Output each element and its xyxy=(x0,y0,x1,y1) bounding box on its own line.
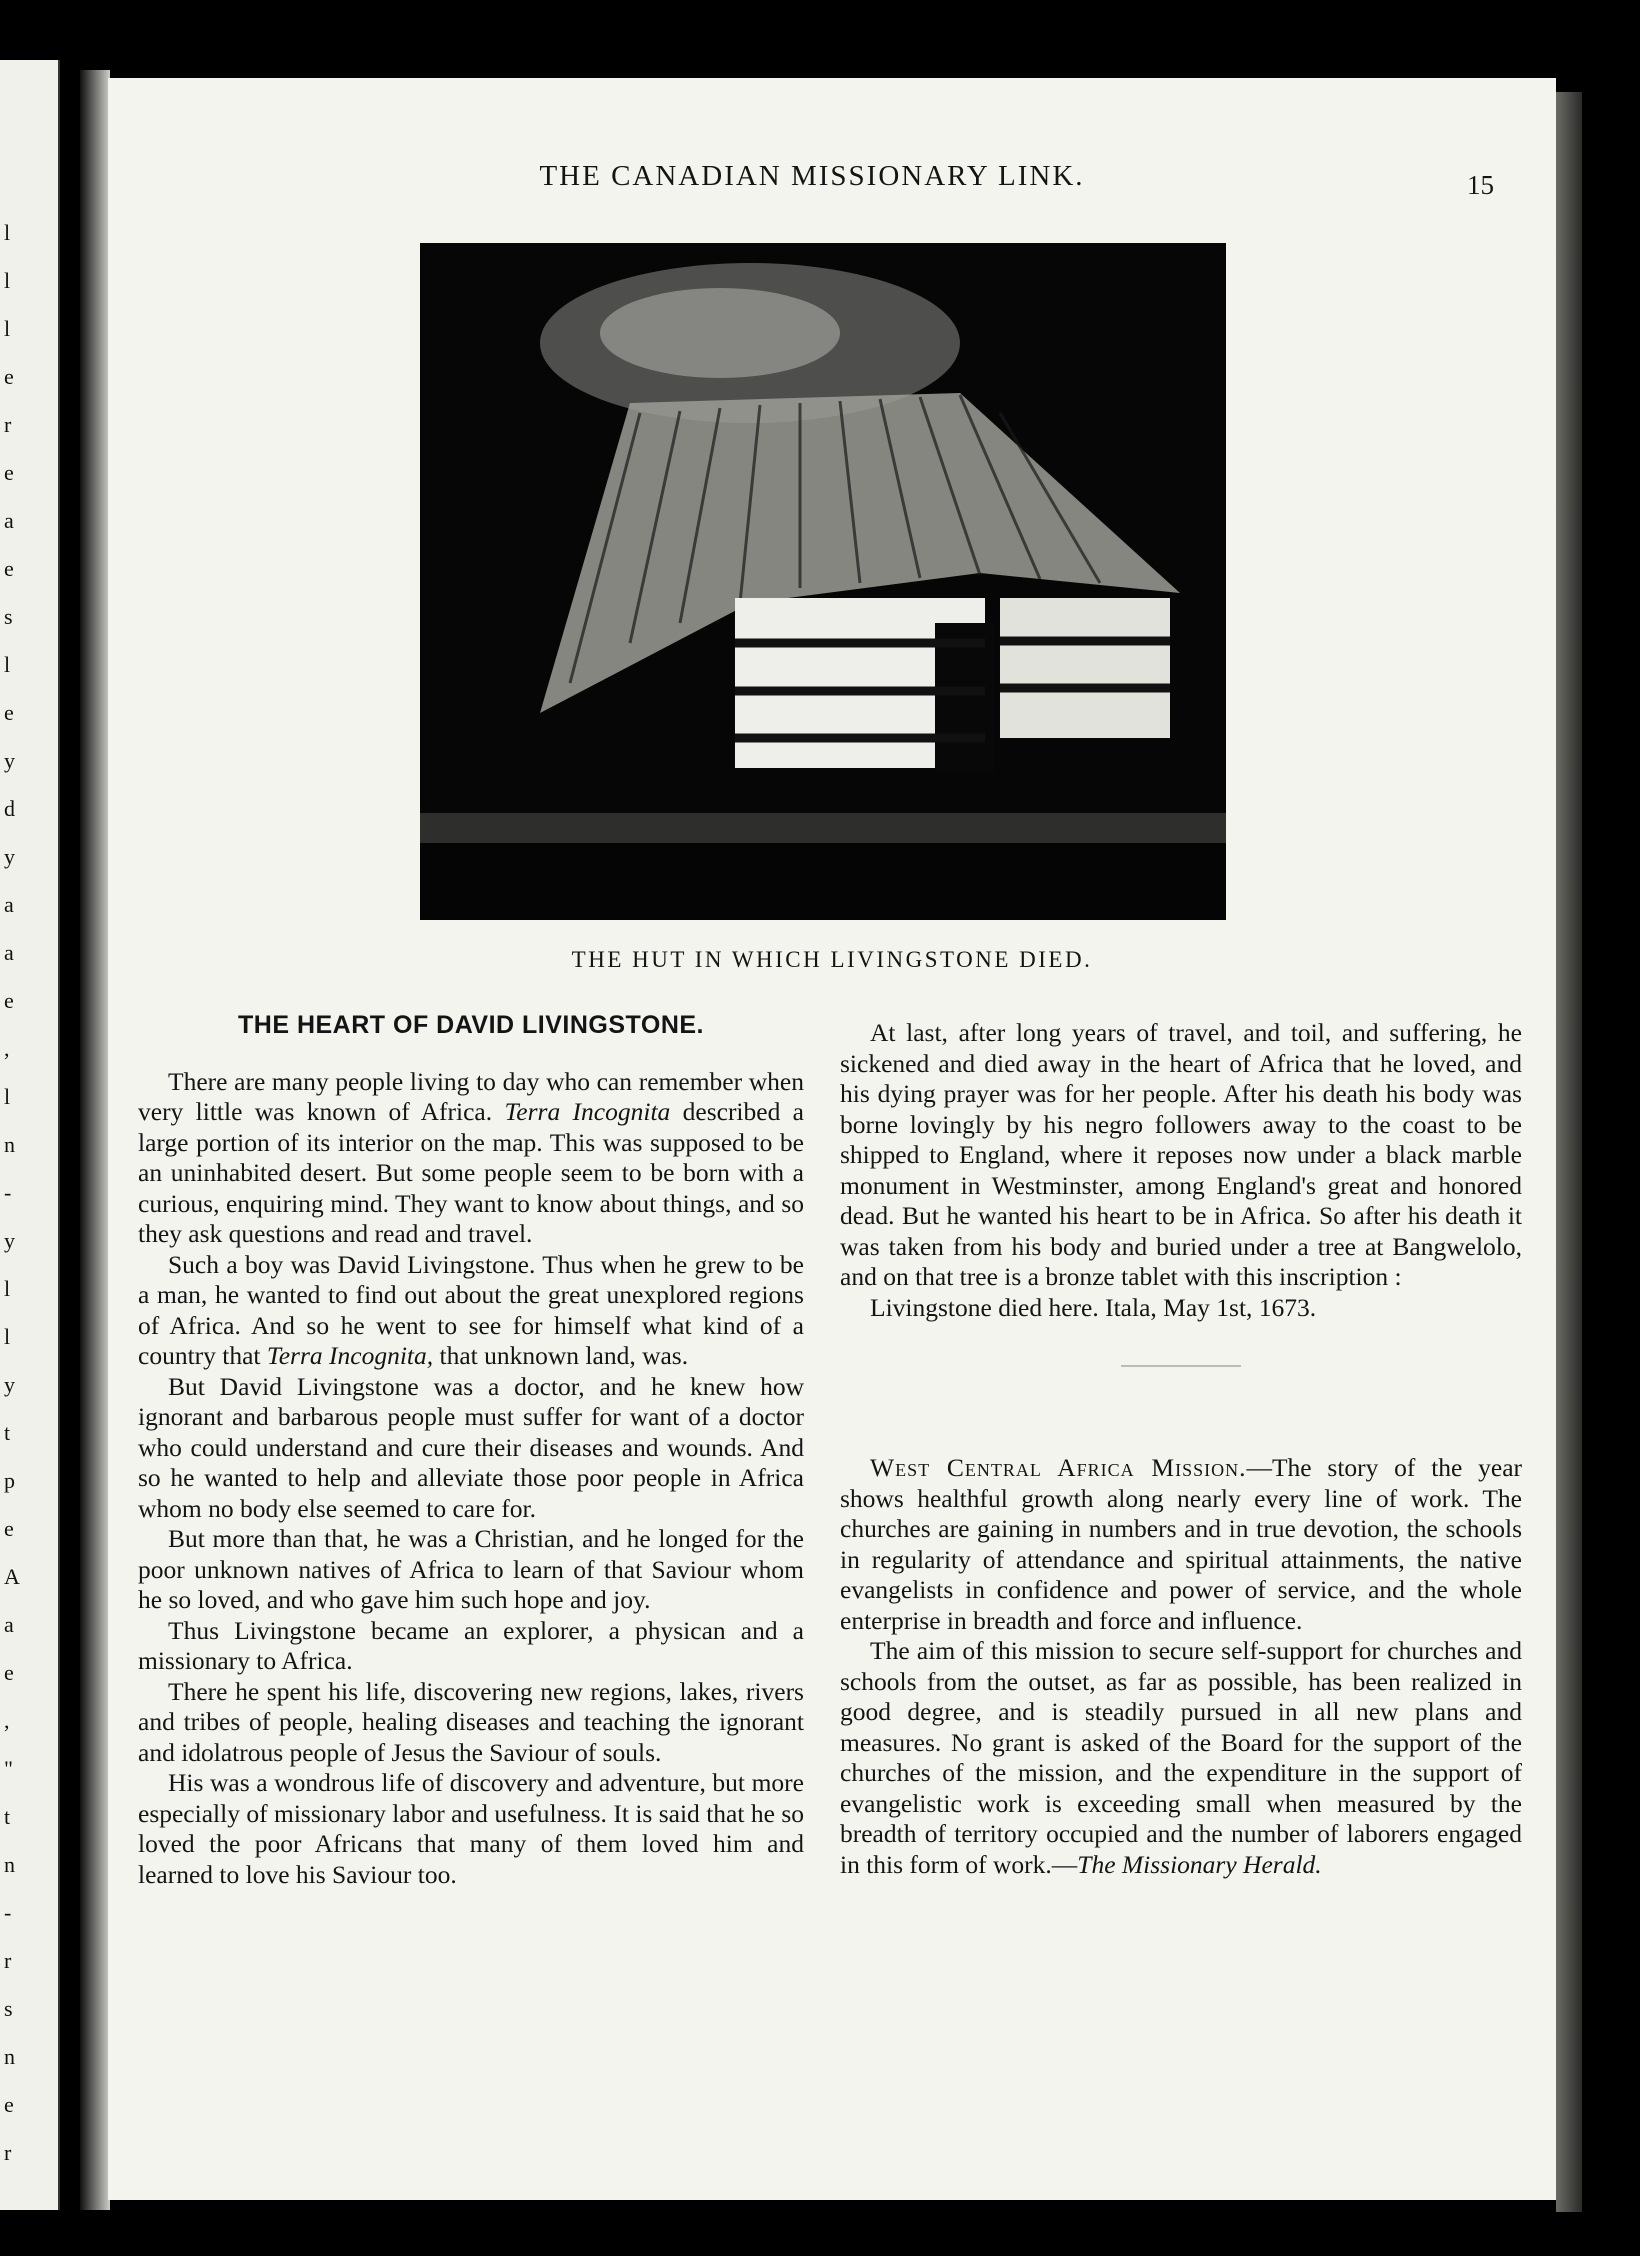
source-attribution: The Missionary Herald. xyxy=(1077,1849,1322,1879)
book-edge xyxy=(1556,92,1582,2212)
journal-page xyxy=(108,78,1556,2200)
adjacent-page-fragment: t xyxy=(4,1420,11,1445)
hut-woodcut-image xyxy=(420,243,1226,920)
page-number: 15 xyxy=(1467,170,1494,200)
paragraph: But more than that, he was a Christian, and he longed for the poor unknown natives of Africa to learn of that Saviour whom he so loved, and who gave him such hope and joy. xyxy=(138,1524,804,1614)
adjacent-page-fragment: A xyxy=(4,1564,20,1589)
adjacent-page-fragment: n xyxy=(4,2044,15,2069)
adjacent-page-fragment: , xyxy=(4,1708,10,1733)
adjacent-page-fragment: t xyxy=(4,1804,11,1829)
adjacent-page-fragment: y xyxy=(4,748,15,773)
adjacent-page-fragment: r xyxy=(4,412,12,437)
adjacent-page-fragment: a xyxy=(4,1612,14,1637)
adjacent-page-fragment: n xyxy=(4,1852,15,1877)
adjacent-page-fragment: e xyxy=(4,556,14,581)
paragraph: There are many people living to day who can remember when very little was known of Africa. Terra Incognita described a large portion of its interior on the map. This was supposed to be an uninhabited desert. But some people seem to be born with a curious, enquiring mind. They want to know about things, and so they ask questions and read and travel. xyxy=(138,1066,804,1248)
adjacent-page-fragment: r xyxy=(4,1948,12,1973)
right-column xyxy=(840,1018,1522,1880)
adjacent-page-fragment: d xyxy=(4,796,15,821)
adjacent-page-fragment: a xyxy=(4,508,14,533)
left-column xyxy=(138,1010,804,1890)
adjacent-page-fragment: - xyxy=(4,1900,12,1925)
adjacent-page-fragment: l xyxy=(4,1276,11,1301)
adjacent-page-fragment: s xyxy=(4,1996,13,2021)
paragraph: His was a wondrous life of discovery and adventure, but more especially of missionary labor and usefulness. It is said that he so loved the poor Africans that many of them loved him and learned to love his Saviour too. xyxy=(138,1768,804,1889)
adjacent-page-fragment: e xyxy=(4,364,14,389)
inscription: Livingstone died here. Itala, May 1st, 1673. xyxy=(870,1292,1317,1322)
adjacent-page-edge xyxy=(0,60,60,2210)
adjacent-page-fragment: e xyxy=(4,988,14,1013)
adjacent-page-fragment: n xyxy=(4,1132,15,1157)
binding-shadow xyxy=(80,70,110,2210)
adjacent-page-fragment: y xyxy=(4,1228,15,1253)
adjacent-page-fragment: p xyxy=(4,1468,15,1493)
section-divider xyxy=(1121,1365,1241,1367)
mission-note-paragraph: The aim of this mission to secure self-support for churches and schools from the outset, as far as possible, has been realized in good degree, and is steadily pursued in all new plans and measures. No grant is asked of the Board for the support of the churches of the mission, and the expenditure in the support of evangelistic work is exceeding small when measured by the breadth of territory occupied and the number of laborers engaged in this form of work.—The Missionary Herald. xyxy=(840,1636,1522,1879)
paragraph: At last, after long years of travel, and toil, and suffering, he sickened and died away in the heart of Africa that he loved, and his dying prayer was for her people. After his death his body was borne lovingly by his negro followers away to the coast to be shipped to England, where it reposes now under a black marble monument in Westminster, among England's great and honored dead. But he wanted his heart to be in Africa. So after his death it was taken from his body and buried under a tree at Bangwelolo, and on that tree is a bronze tablet with this inscription : xyxy=(840,1018,1522,1291)
adjacent-page-fragment: a xyxy=(4,892,14,917)
paragraph: Thus Livingstone became an explorer, a physican and a missionary to Africa. xyxy=(138,1615,804,1675)
paragraph: There he spent his life, discovering new regions, lakes, rivers and tribes of people, healing diseases and teaching the ignorant and idolatrous people of Jesus the Saviour of souls. xyxy=(138,1676,804,1767)
adjacent-page-fragment: l xyxy=(4,652,11,677)
adjacent-page-fragment: e xyxy=(4,1516,14,1541)
paragraph: Such a boy was David Livingstone. Thus when he grew to be a man, he wanted to find out about the great unexplored regions of Africa. And so he went to see for himself what kind of a country that Terra Incognita, that unknown land, was. xyxy=(138,1249,804,1370)
adjacent-page-fragment: - xyxy=(4,1180,12,1205)
adjacent-page-fragment: e xyxy=(4,700,14,725)
adjacent-page-fragment: e xyxy=(4,1660,14,1685)
adjacent-page-fragment: " xyxy=(4,1756,13,1781)
adjacent-page-fragment: y xyxy=(4,1372,15,1397)
adjacent-page-fragment: l xyxy=(4,268,11,293)
adjacent-page-fragment: y xyxy=(4,844,15,869)
adjacent-page-fragment: r xyxy=(4,2140,12,2165)
running-head: THE CANADIAN MISSIONARY LINK. xyxy=(539,160,1085,192)
adjacent-page-fragment: a xyxy=(4,940,14,965)
paragraph: But David Livingstone was a doctor, and he knew how ignorant and barbarous people must suffer for want of a doctor who could understand and cure their diseases and wounds. And so he wanted to help and alleviate those poor people in Africa whom no body else seemed to care for. xyxy=(138,1371,804,1523)
article-title: THE HEART OF DAVID LIVINGSTONE. xyxy=(238,1011,704,1039)
adjacent-page-fragment: l xyxy=(4,316,11,341)
hut-illustration xyxy=(420,243,1226,920)
mission-note-paragraph: West Central Africa Mission.—The story of the year shows healthful growth along nearly every line of work. The churches are gaining in numbers and in true devotion, the schools in regularity of attendance and spiritual attainments, the native evangelists in confidence and power of service, and the whole enterprise in breadth and force and influence. xyxy=(840,1453,1522,1635)
mission-note-heading: West Central Africa Mission. xyxy=(870,1453,1247,1482)
adjacent-page-fragment: e xyxy=(4,460,14,485)
figure-caption: THE HUT IN WHICH LIVINGSTONE DIED. xyxy=(571,947,1093,972)
adjacent-page-fragment: l xyxy=(4,1324,11,1349)
adjacent-page-fragment: l xyxy=(4,220,11,245)
adjacent-page-fragment: , xyxy=(4,1036,10,1061)
adjacent-page-fragment: l xyxy=(4,1084,11,1109)
adjacent-page-fragment: e xyxy=(4,2092,14,2117)
adjacent-page-fragment: s xyxy=(4,604,13,629)
